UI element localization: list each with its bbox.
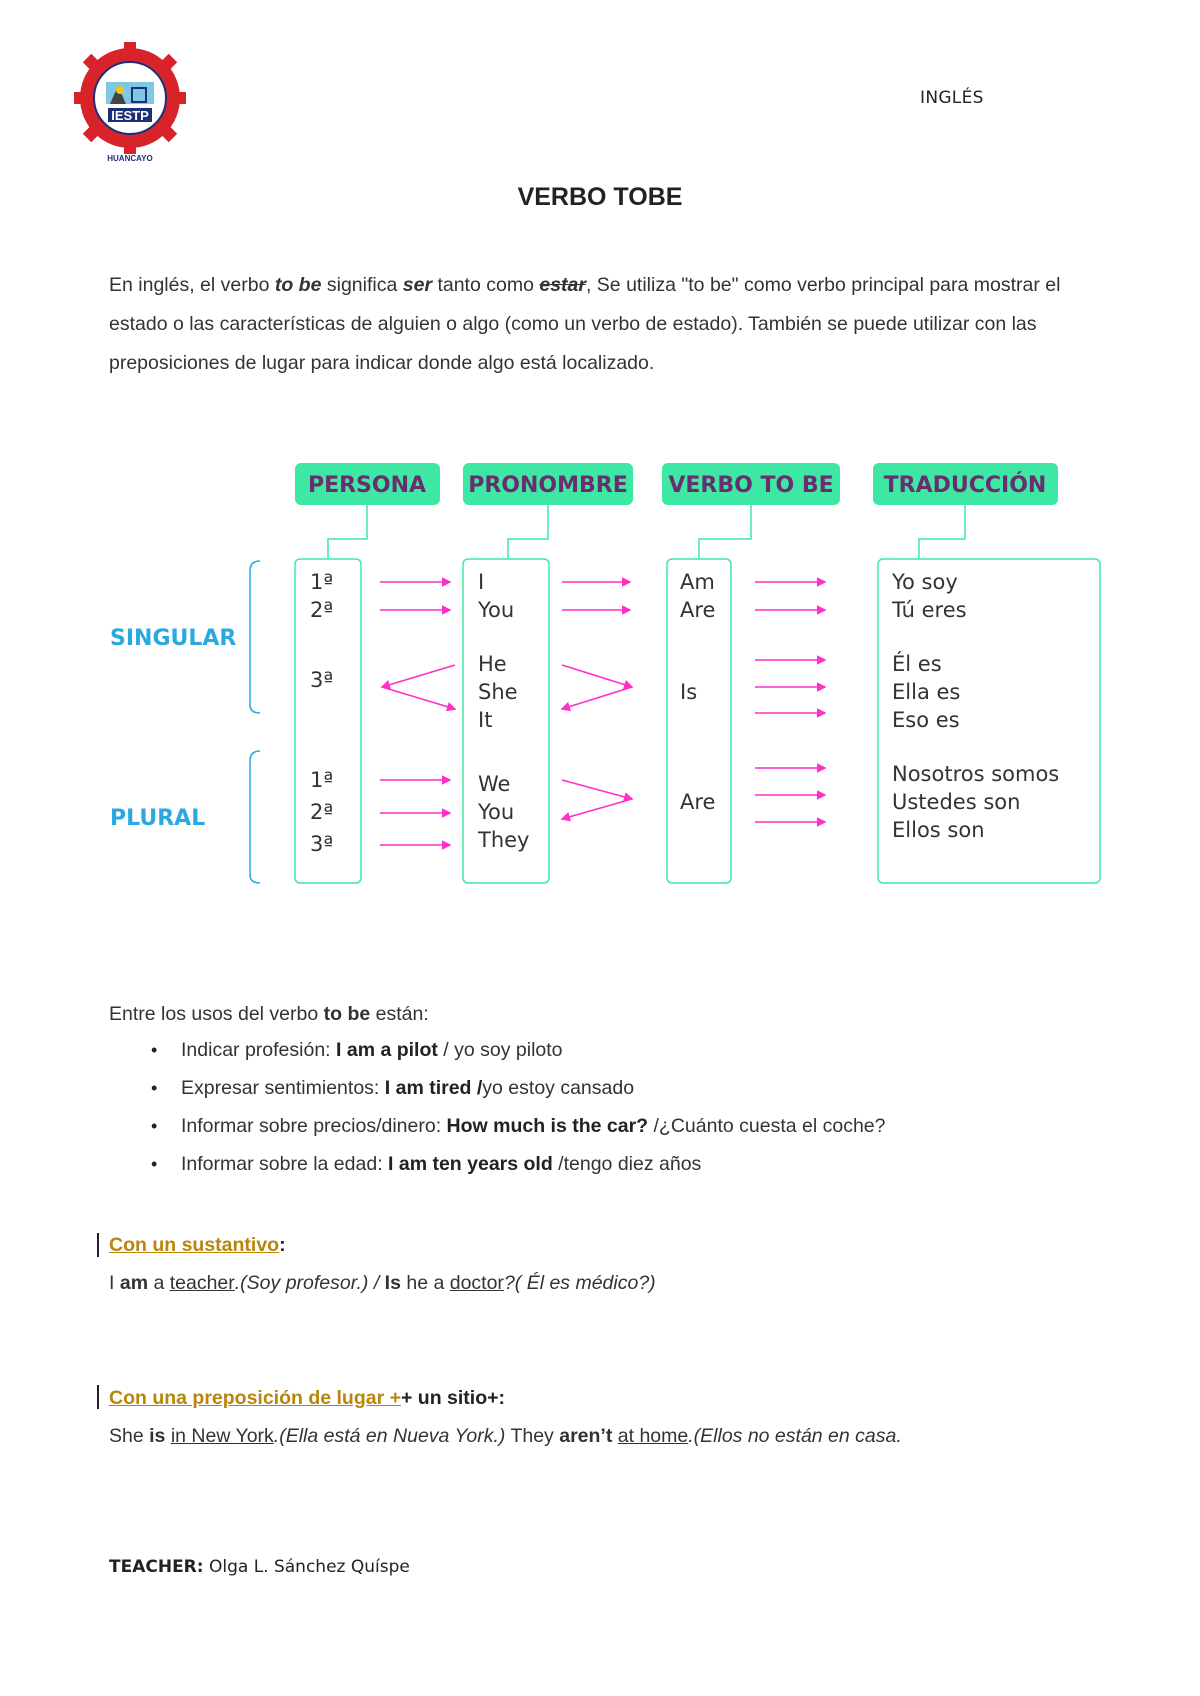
- pronoun-cell: She: [478, 680, 518, 704]
- footer-label: TEACHER:: [109, 1557, 204, 1577]
- verb-to-be-chart: [100, 455, 1110, 895]
- intro-bold-ser: ser: [402, 274, 433, 296]
- arrow: [562, 665, 632, 687]
- list-item-text: /¿Cuánto cuesta el coche?: [648, 1115, 886, 1137]
- pronoun-cell: I: [478, 570, 485, 594]
- example-noun: teacher: [169, 1272, 235, 1294]
- intro-bold-to-be: to be: [274, 274, 322, 296]
- uses-list: [109, 1031, 885, 1183]
- persons-column: [310, 570, 333, 856]
- teacher-footer: [109, 1557, 410, 1577]
- translation-cell: Ellos son: [892, 818, 985, 842]
- header-label: TRADUCCIÓN: [883, 473, 1047, 498]
- list-item-example: How much is the car?: [446, 1115, 649, 1137]
- header-label: PRONOMBRE: [468, 473, 628, 498]
- chart-header-verbo: [662, 463, 840, 505]
- verb-cell: Are: [680, 790, 716, 814]
- translation-cell: Tú eres: [892, 598, 967, 622]
- translation-cell: Eso es: [892, 708, 960, 732]
- list-item: [109, 1107, 885, 1145]
- list-item-example: I am tired /: [384, 1077, 483, 1099]
- arrow: [562, 780, 632, 799]
- group-brackets: [250, 561, 260, 883]
- list-item: [109, 1031, 885, 1069]
- example-noun: doctor: [449, 1272, 504, 1294]
- verb-cell: Is: [680, 680, 698, 704]
- list-item-text: Informar sobre precios/dinero:: [181, 1115, 447, 1137]
- list-item-example: I am ten years old: [388, 1153, 553, 1175]
- section-heading-rest: + un sitio+:: [401, 1387, 506, 1409]
- person-cell: 2ª: [310, 800, 334, 824]
- translation-cell: Ustedes son: [892, 790, 1021, 814]
- logo-text: IESTP: [111, 108, 149, 123]
- uses-intro-text: están:: [370, 1003, 429, 1025]
- arrow: [562, 799, 632, 819]
- school-logo: [70, 42, 190, 164]
- translation-cell: Nosotros somos: [892, 762, 1060, 786]
- chart-header-traduccion: [873, 463, 1058, 505]
- example-text: I: [109, 1272, 120, 1294]
- example-translation: .(Ella está en Nueva York.): [273, 1425, 506, 1447]
- group-plural: PLURAL: [110, 806, 206, 831]
- section-preposicion-heading: [109, 1387, 505, 1410]
- uses-intro: [109, 1003, 429, 1026]
- example-text: he a: [400, 1272, 450, 1294]
- list-item-text: Expresar sentimientos:: [181, 1077, 385, 1099]
- list-item-text: / yo soy piloto: [437, 1039, 563, 1061]
- translation-cell: Yo soy: [892, 570, 958, 594]
- verb-cell: Are: [680, 598, 716, 622]
- pronoun-cell: You: [478, 598, 515, 622]
- person-cell: 2ª: [310, 598, 334, 622]
- list-item-text: yo estoy cansado: [482, 1077, 635, 1099]
- section-heading-text: Con una preposición de lugar +: [109, 1387, 401, 1409]
- uses-intro-bold: to be: [323, 1003, 371, 1025]
- verb-cell: Am: [680, 570, 715, 594]
- example-verb: aren’t: [559, 1425, 613, 1447]
- header-label: PERSONA: [307, 473, 427, 498]
- translation-cell: Él es: [892, 652, 942, 676]
- person-cell: 1ª: [310, 768, 334, 792]
- intro-paragraph: [109, 266, 1099, 383]
- uses-intro-text: Entre los usos del verbo: [109, 1003, 324, 1025]
- list-item: [109, 1069, 885, 1107]
- pronoun-cell: He: [478, 652, 507, 676]
- arrows: [380, 582, 825, 845]
- example-verb: am: [119, 1272, 149, 1294]
- example-translation: .(Ellos no están en casa.: [688, 1425, 902, 1447]
- pronoun-cell: You: [478, 800, 515, 824]
- list-item-text: Informar sobre la edad:: [181, 1153, 389, 1175]
- header-label: VERBO TO BE: [668, 473, 834, 498]
- section-heading-text: Con un sustantivo: [109, 1234, 280, 1256]
- example-place: in New York: [170, 1425, 274, 1447]
- list-item-text: /tengo diez años: [552, 1153, 702, 1175]
- arrow: [382, 665, 455, 687]
- example-verb: is: [149, 1425, 166, 1447]
- section-preposicion-example: [109, 1425, 902, 1448]
- intro-text: tanto como: [432, 274, 540, 296]
- person-cell: 3ª: [310, 668, 334, 692]
- intro-bold-estar: estar: [539, 274, 586, 296]
- example-text: She: [109, 1425, 150, 1447]
- page-title: VERBO TOBE: [517, 183, 683, 211]
- example-translation: .(Soy profesor.) /: [234, 1272, 385, 1294]
- group-singular: SINGULAR: [110, 626, 237, 651]
- list-item-text: Indicar profesión:: [181, 1039, 337, 1061]
- list-item: [109, 1145, 885, 1183]
- example-text: They: [505, 1425, 560, 1447]
- pronoun-cell: They: [478, 828, 530, 852]
- list-item-example: I am a pilot: [336, 1039, 438, 1061]
- header-connectors: [328, 505, 965, 559]
- intro-text: En inglés, el verbo: [109, 274, 275, 296]
- person-cell: 1ª: [310, 570, 334, 594]
- example-place: at home: [617, 1425, 689, 1447]
- arrow: [382, 687, 455, 709]
- revision-bar: [97, 1385, 99, 1409]
- example-text: a: [148, 1272, 170, 1294]
- chart-header-persona: [295, 463, 440, 505]
- section-heading-colon: :: [279, 1234, 286, 1256]
- intro-text: , Se utiliza "to be" como verbo principal para mostrar el estado o las características de alguien o algo (como un verbo de estado). También se puede utilizar con las preposiciones de lugar para indicar donde algo está localizado.: [109, 274, 1061, 374]
- intro-text: significa: [321, 274, 403, 296]
- pronoun-cell: It: [478, 708, 493, 732]
- section-sustantivo-heading: [109, 1234, 286, 1257]
- logo-bottom-text: HUANCAYO: [107, 154, 153, 163]
- person-cell: 3ª: [310, 832, 334, 856]
- section-sustantivo-example: [109, 1272, 656, 1295]
- arrow: [562, 687, 632, 709]
- pronoun-cell: We: [478, 772, 511, 796]
- example-verb: Is: [384, 1272, 401, 1294]
- chart-header-pronombre: [463, 463, 633, 505]
- footer-name: Olga L. Sánchez Quíspe: [203, 1557, 410, 1577]
- example-translation: ?( Él es médico?): [503, 1272, 656, 1294]
- translation-cell: Ella es: [892, 680, 961, 704]
- revision-bar: [97, 1233, 99, 1257]
- subject-label: INGLÉS: [920, 88, 984, 108]
